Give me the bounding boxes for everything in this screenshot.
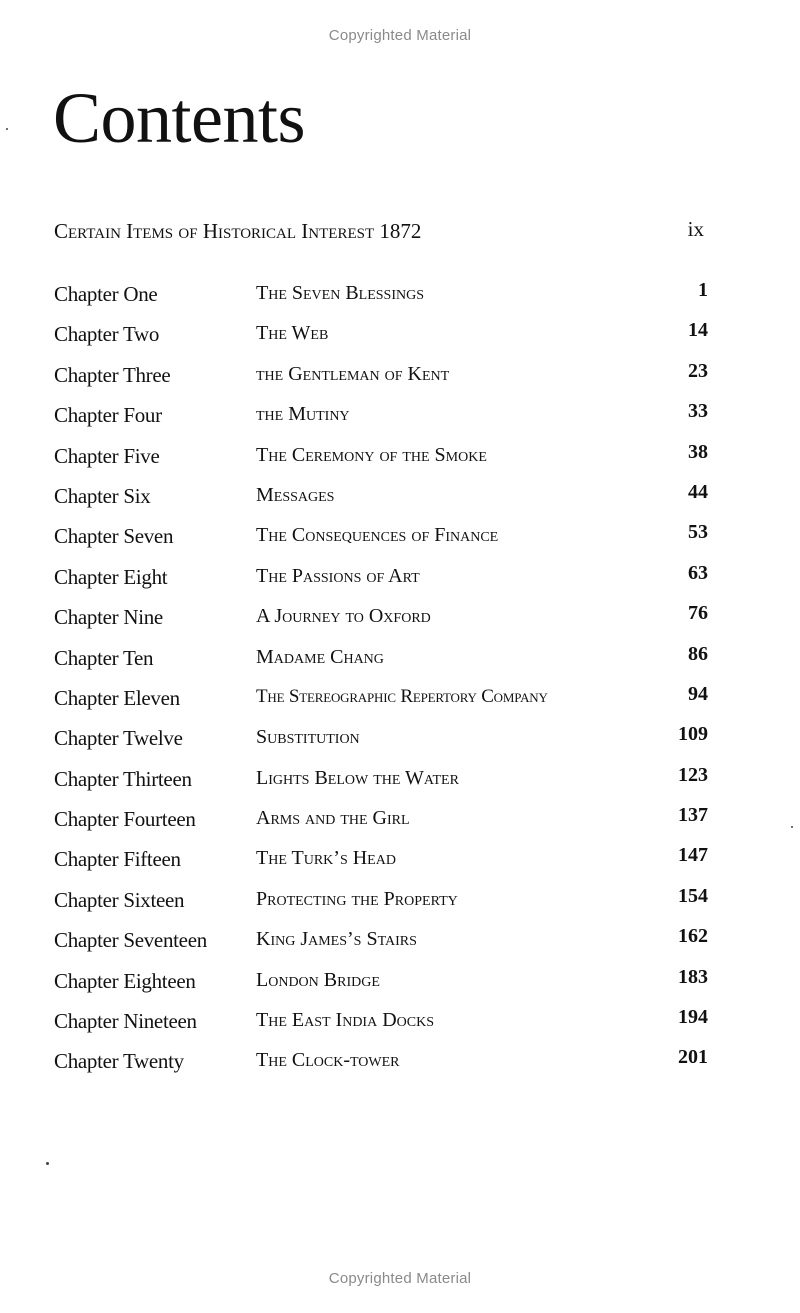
chapter-title: the Gentleman of Kent	[256, 362, 450, 385]
chapter-list	[54, 279, 708, 1090]
chapter-title: Messages	[256, 483, 335, 506]
chapter-page: 44	[688, 480, 708, 503]
chapter-title: Lights Below the Water	[256, 766, 459, 789]
chapter-page: 109	[678, 723, 708, 746]
chapter-number: Chapter Fourteen	[54, 807, 196, 832]
chapter-page: 123	[678, 763, 708, 786]
chapter-title: The Passions of Art	[256, 564, 420, 587]
chapter-title: The Web	[256, 322, 329, 345]
chapter-page: 194	[678, 1006, 708, 1029]
front-matter-title: Certain Items of Historical Interest 1872	[54, 219, 422, 243]
chapter-title: King James’s Stairs	[256, 928, 417, 951]
chapter-number: Chapter One	[54, 282, 158, 306]
toc-entry[interactable]	[54, 279, 708, 322]
chapter-number: Chapter Two	[54, 322, 160, 347]
chapter-page: 63	[688, 561, 708, 584]
chapter-number: Chapter Five	[54, 443, 160, 468]
toc-entry[interactable]	[54, 723, 708, 766]
chapter-page: 183	[678, 965, 708, 988]
chapter-number: Chapter Fifteen	[54, 847, 181, 872]
toc-entry[interactable]	[54, 682, 708, 726]
chapter-title: Substitution	[256, 726, 360, 749]
chapter-title: The Clock-tower	[256, 1049, 400, 1072]
toc-entry[interactable]	[54, 844, 708, 887]
toc-entry[interactable]	[54, 1006, 708, 1049]
chapter-page: 86	[688, 642, 708, 665]
chapter-page: 137	[678, 804, 708, 827]
chapter-number: Chapter Six	[54, 483, 151, 508]
chapter-page: 162	[678, 925, 708, 948]
chapter-number: Chapter Twelve	[54, 726, 183, 751]
chapter-page: 76	[688, 602, 708, 625]
chapter-number: Chapter Sixteen	[54, 887, 185, 912]
chapter-title: The Seven Blessings	[256, 282, 425, 304]
toc-entry[interactable]	[54, 965, 708, 1009]
chapter-title: The East India Docks	[256, 1009, 434, 1032]
chapter-title: the Mutiny	[256, 403, 350, 426]
chapter-number: Chapter Seventeen	[54, 928, 207, 953]
chapter-title: The Stereographic Repertory Company	[256, 685, 548, 707]
chapter-page: 94	[688, 682, 708, 705]
chapter-page: 154	[678, 884, 708, 907]
toc-entry[interactable]	[54, 440, 708, 484]
chapter-title: London Bridge	[256, 968, 380, 991]
chapter-page: 38	[688, 440, 708, 463]
toc-entry[interactable]	[54, 763, 708, 807]
chapter-number: Chapter Four	[54, 403, 162, 428]
page-title: Contents	[53, 78, 306, 158]
chapter-title: A Journey to Oxford	[256, 605, 431, 628]
toc-entry[interactable]	[54, 642, 708, 686]
chapter-title: The Ceremony of the Smoke	[256, 443, 487, 466]
chapter-page: 23	[688, 359, 708, 382]
chapter-number: Chapter Nineteen	[54, 1009, 197, 1034]
toc-entry[interactable]	[54, 602, 708, 645]
chapter-number: Chapter Eight	[54, 564, 168, 589]
toc-entry[interactable]	[54, 359, 708, 403]
scan-speck	[6, 128, 8, 130]
scan-speck	[791, 826, 793, 828]
chapter-number: Chapter Twenty	[54, 1049, 184, 1074]
chapter-title: Madame Chang	[256, 645, 384, 668]
toc-entry[interactable]	[54, 480, 708, 524]
toc-entry[interactable]	[54, 925, 708, 968]
chapter-page: 147	[678, 844, 708, 867]
chapter-title: The Consequences of Finance	[256, 524, 499, 547]
chapter-number: Chapter Seven	[54, 524, 174, 549]
scan-speck	[46, 1162, 49, 1165]
toc-entry[interactable]	[54, 561, 708, 605]
chapter-number: Chapter Nine	[54, 605, 163, 630]
chapter-page: 33	[688, 400, 708, 423]
chapter-title: Arms and the Girl	[256, 807, 410, 830]
front-matter-entry[interactable]	[54, 219, 704, 245]
toc-entry[interactable]	[54, 400, 708, 443]
toc-entry[interactable]	[54, 804, 708, 847]
chapter-number: Chapter Ten	[54, 645, 154, 670]
toc-entry[interactable]	[54, 521, 708, 564]
chapter-page: 53	[688, 521, 708, 544]
chapter-number: Chapter Thirteen	[54, 766, 192, 791]
chapter-page: 201	[678, 1046, 708, 1069]
chapter-page: 1	[698, 279, 708, 301]
toc-entry[interactable]	[54, 1046, 708, 1089]
copyright-watermark-top: Copyrighted Material	[328, 27, 472, 44]
toc-entry[interactable]	[54, 319, 708, 362]
chapter-number: Chapter Eleven	[54, 685, 180, 710]
chapter-title: The Turk’s Head	[256, 847, 396, 870]
chapter-number: Chapter Eighteen	[54, 968, 196, 993]
chapter-page: 14	[688, 319, 708, 342]
chapter-number: Chapter Three	[54, 362, 171, 387]
front-matter-page: ix	[687, 217, 704, 241]
toc-entry[interactable]	[54, 884, 708, 928]
chapter-title: Protecting the Property	[256, 887, 458, 910]
copyright-watermark-bottom: Copyrighted Material	[328, 1270, 472, 1287]
